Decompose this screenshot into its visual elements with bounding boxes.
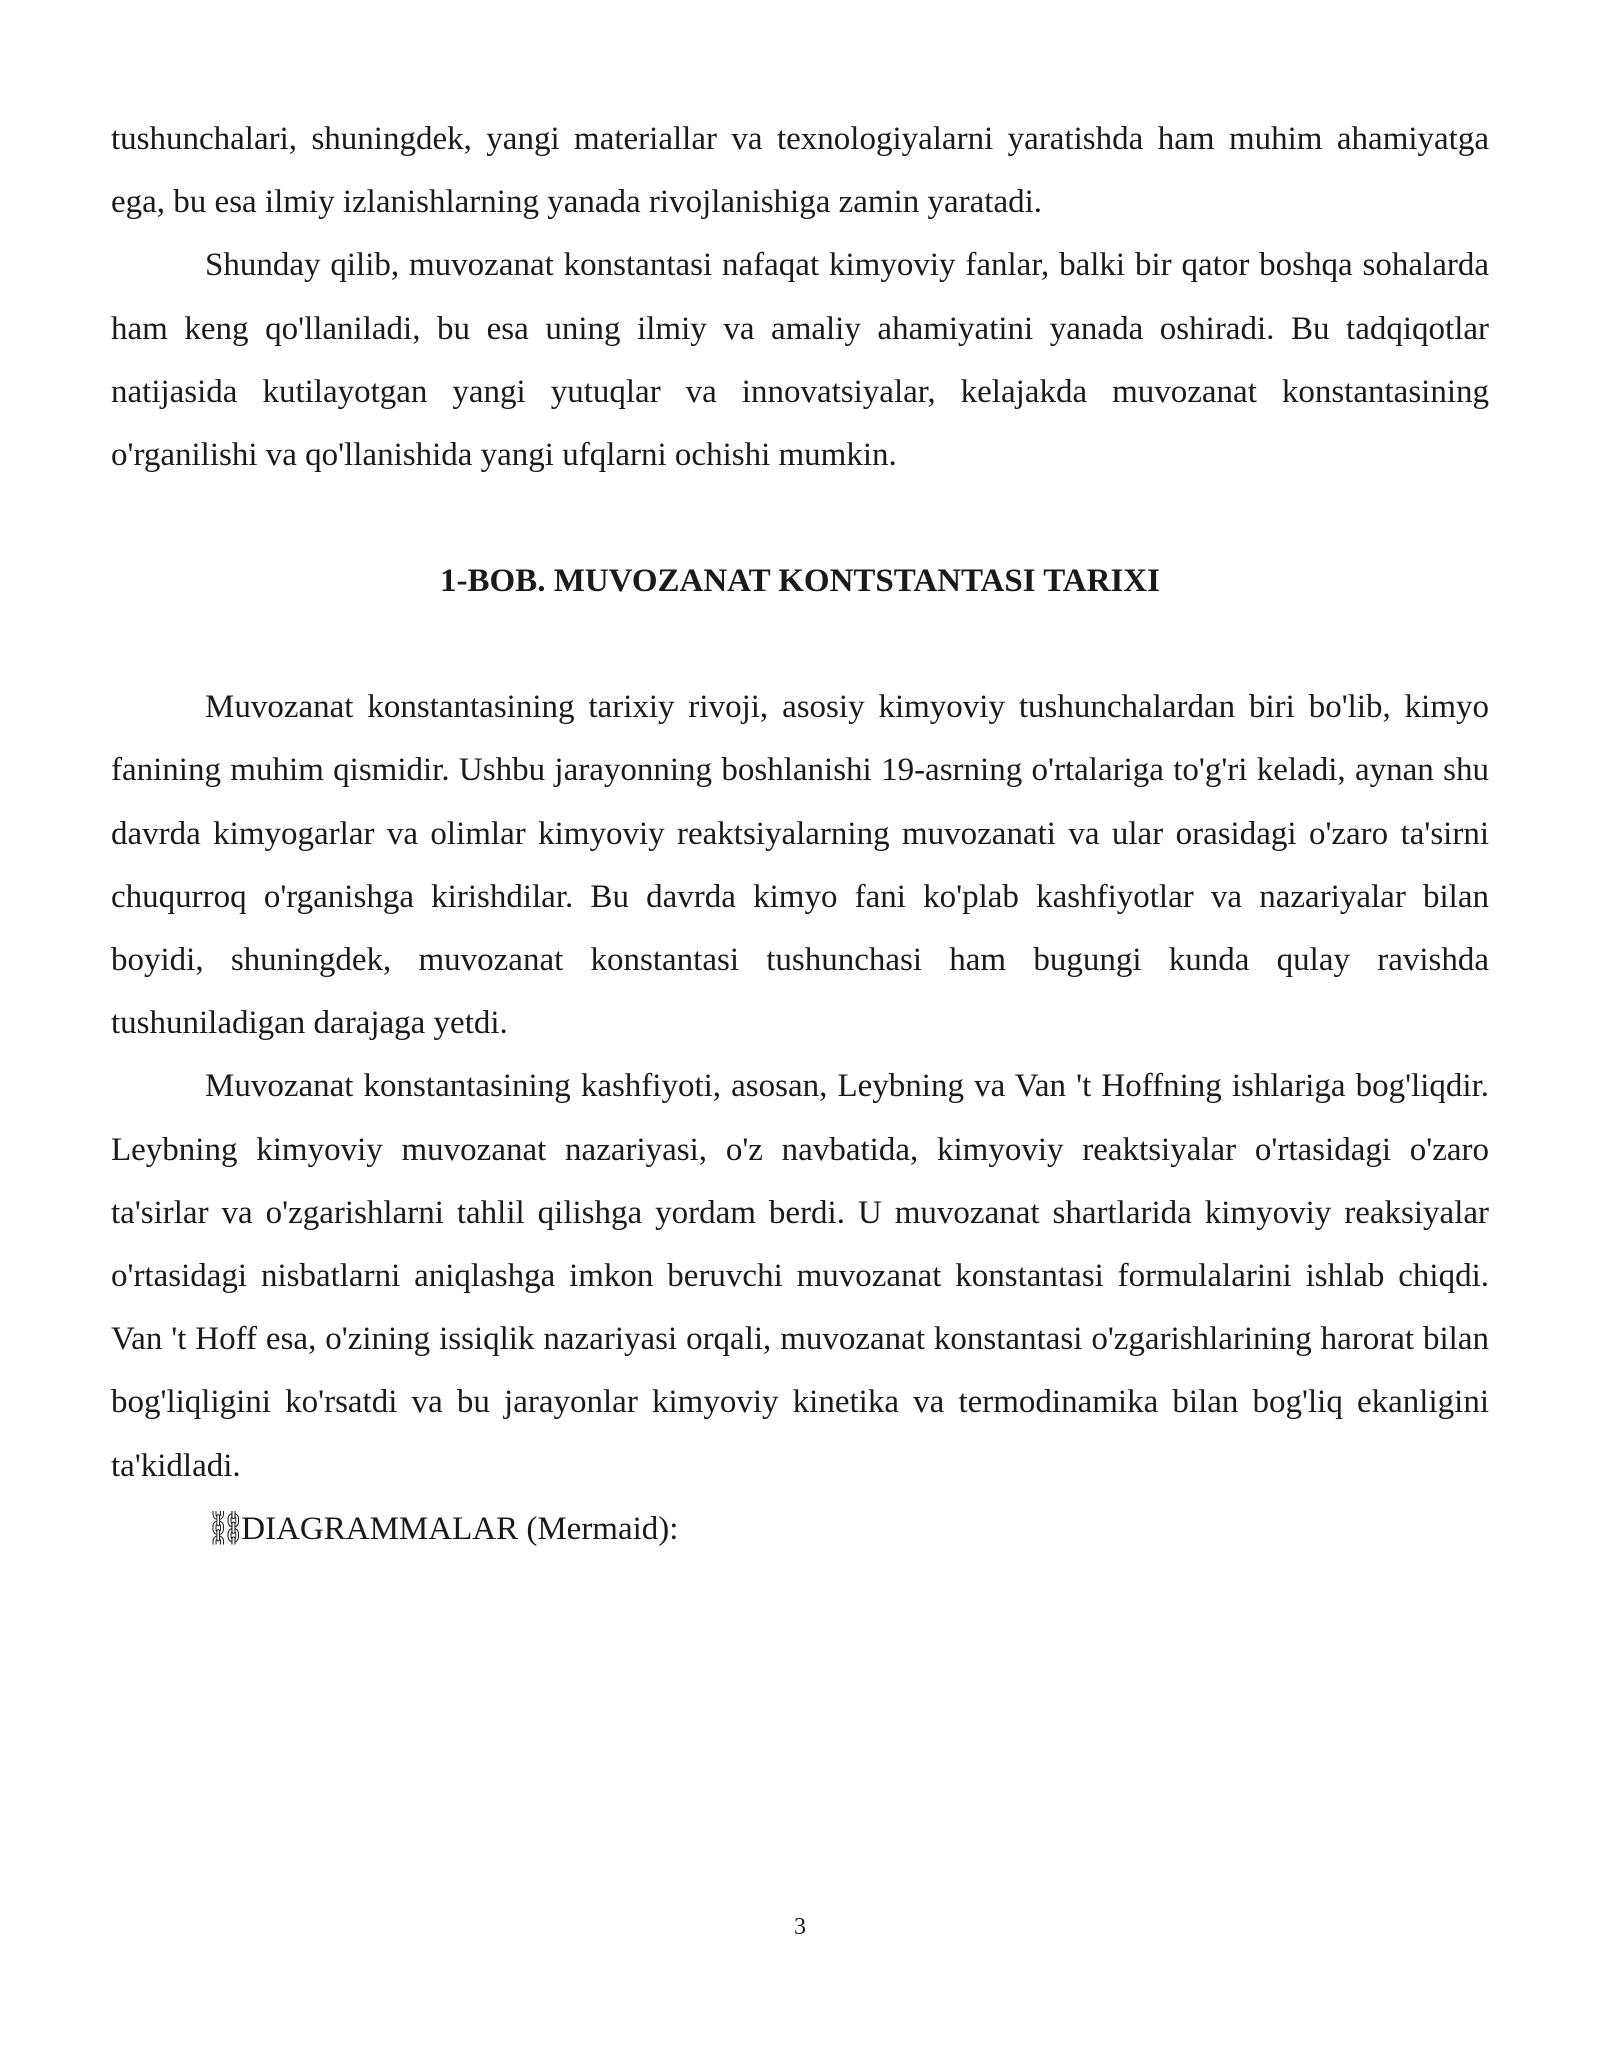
diagram-label-text: DIAGRAMMALAR (Mermaid):	[241, 1510, 679, 1547]
paragraph-continuation: tushunchalari, shuningdek, yangi materiallar va texnologiyalarni yaratishda ham muhim ahamiyatga ega, bu esa ilmiy izlanishlarning yanada rivojlanishiga zamin yaratadi.	[111, 121, 1489, 221]
spacer	[111, 613, 1489, 676]
link-icon: ⛓	[205, 1510, 247, 1547]
diagram-label	[111, 1498, 1489, 1561]
page-number: 3	[794, 1914, 806, 1940]
paragraph-history: Muvozanat konstantasining tarixiy rivoji, asosiy kimyoviy tushunchalardan biri bo'lib, kimyo fanining muhim qismidir. Ushbu jarayonning boshlanishi 19-asrning o'rtalariga to'g'ri keladi, aynan shu davrda kimyogarlar va olimlar kimyoviy reaktsiyalarning muvozanati va ular orasidagi o'zaro ta'sirni chuqurroq o'rganishga kirishdilar. Bu davrda kimyo fani ko'plab kashfiyotlar va nazariyalar bilan boyidi, shuningdek, muvozanat konstantasi tushunchasi ham bugungi kunda qulay ravishda tushuniladigan darajaga yetdi.	[111, 689, 1489, 1042]
chapter-heading: 1-BOB. MUVOZANAT KONTSTANTASI TARIXI	[440, 563, 1160, 600]
paragraph-discovery: Muvozanat konstantasining kashfiyoti, asosan, Leybning va Van 't Hoffning ishlariga bog'liqdir. Leybning kimyoviy muvozanat nazariyasi, o'z navbatida, kimyoviy reaktsiyalar o'rtasidagi o'zaro ta'sirlar va o'zgarishlarni tahlil qilishga yordam berdi. U muvozanat shartlarida kimyoviy reaksiyalar o'rtasidagi nisbatlarni aniqlashga imkon beruvchi muvozanat konstantasi formulalarini ishlab chiqdi. Van 't Hoff esa, o'zining issiqlik nazariyasi orqali, muvozanat konstantasi o'zgarishlarining harorat bilan bog'liqligini ko'rsatdi va bu jarayonlar kimyoviy kinetika va termodinamika bilan bog'liq ekanligini ta'kidladi.	[111, 1068, 1489, 1484]
document-page	[111, 108, 1489, 1561]
paragraph-summary: Shunday qilib, muvozanat konstantasi nafaqat kimyoviy fanlar, balki bir qator boshqa sohalarda ham keng qo'llaniladi, bu esa uning ilmiy va amaliy ahamiyatini yanada oshiradi. Bu tadqiqotlar natijasida kutilayotgan yangi yutuqlar va innovatsiyalar, kelajakda muvozanat konstantasining o'rganilishi va qo'llanishida yangi ufqlarni ochishi mumkin.	[111, 247, 1489, 474]
spacer	[111, 487, 1489, 550]
